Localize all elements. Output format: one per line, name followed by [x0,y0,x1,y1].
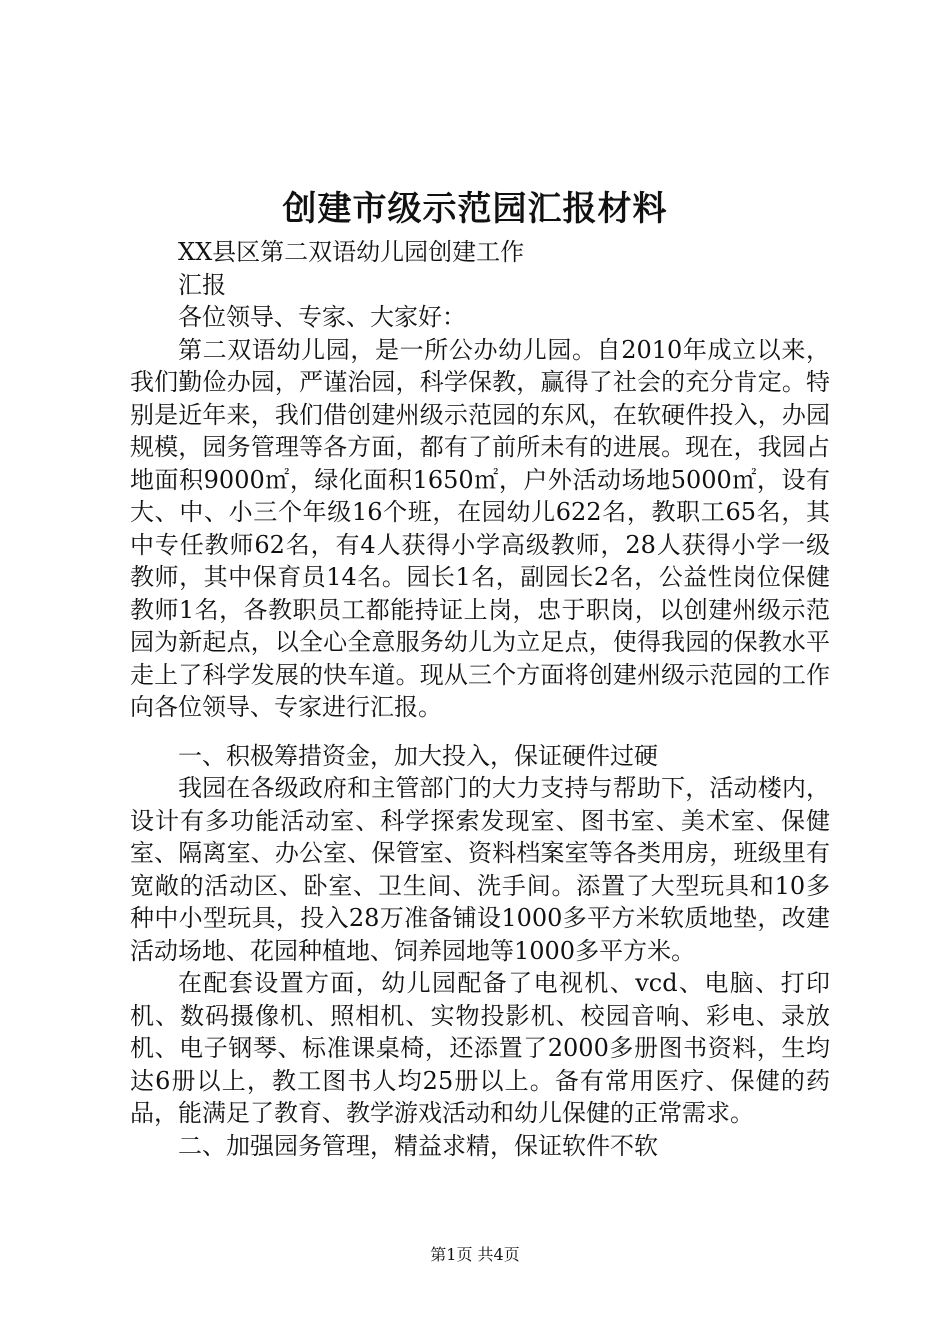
paragraph-report: 汇报 [178,270,226,299]
document-body [130,236,830,1162]
section-heading-2: 二、加强园务管理，精益求精，保证软件不软 [178,1131,658,1160]
paragraph-facilities: 我园在各级政府和主管部门的大力支持与帮助下，活动楼内，设计有多功能活动室、科学探索发现室、图书室、美术室、保健室、隔离室、办公室、保管室、资料档案室等各类用房，班级里有宽敞的活动区、卧室、卫生间、洗手间。添置了大型玩具和10多种中小型玩具，投入28万准备铺设1000多平方米软质地垫，改建活动场地、花园种植地、饲养园地等1000多平方米。 [130,774,830,965]
paragraph-greeting: 各位领导、专家、大家好： [178,303,466,331]
paragraph-subtitle: XX县区第二双语幼儿园创建工作 [178,238,525,266]
paragraph-intro: 第二双语幼儿园，是一所公办幼儿园。自2010年成立以来，我们勤俭办园，严谨治园，科学保教，赢得了社会的充分肯定。特别是近年来，我们借创建州级示范园的东风，在软硬件投入，办园规模，园务管理等各方面，都有了前所未有的进展。现在，我园占地面积9000㎡，绿化面积1650㎡，户外活动场地5000㎡，设有大、中、小三个年级16个班，在园幼儿622名，教职工65名，其中专任教师62名，有4人获得小学高级教师，28人获得小学一级教师，其中保育员14名。园长1名，副园长2名，公益性岗位保健教师1名，各教职员工都能持证上岗，忠于职岗，以创建州级示范园为新起点，以全心全意服务幼儿为立足点，使得我园的保教水平走上了科学发展的快车道。现从三个方面将创建州级示范园的工作向各位领导、专家进行汇报。 [130,335,830,721]
paragraph-equipment: 在配套设置方面，幼儿园配备了电视机、vcd、电脑、打印机、数码摄像机、照相机、实物投影机、校园音响、彩电、录放机、电子钢琴、标准课桌椅，还添置了2000多册图书资料，生均达6册以上，教工图书人均25册以上。备有常用医疗、保健的药品，能满足了教育、教学游戏活动和幼儿保健的正常需求。 [130,969,830,1127]
section-heading-1: 一、积极筹措资金，加大投入，保证硬件过硬 [178,741,658,770]
document-title: 创建市级示范园汇报材料 [282,189,668,229]
page-footer: 第1页 共4页 [430,1245,520,1264]
